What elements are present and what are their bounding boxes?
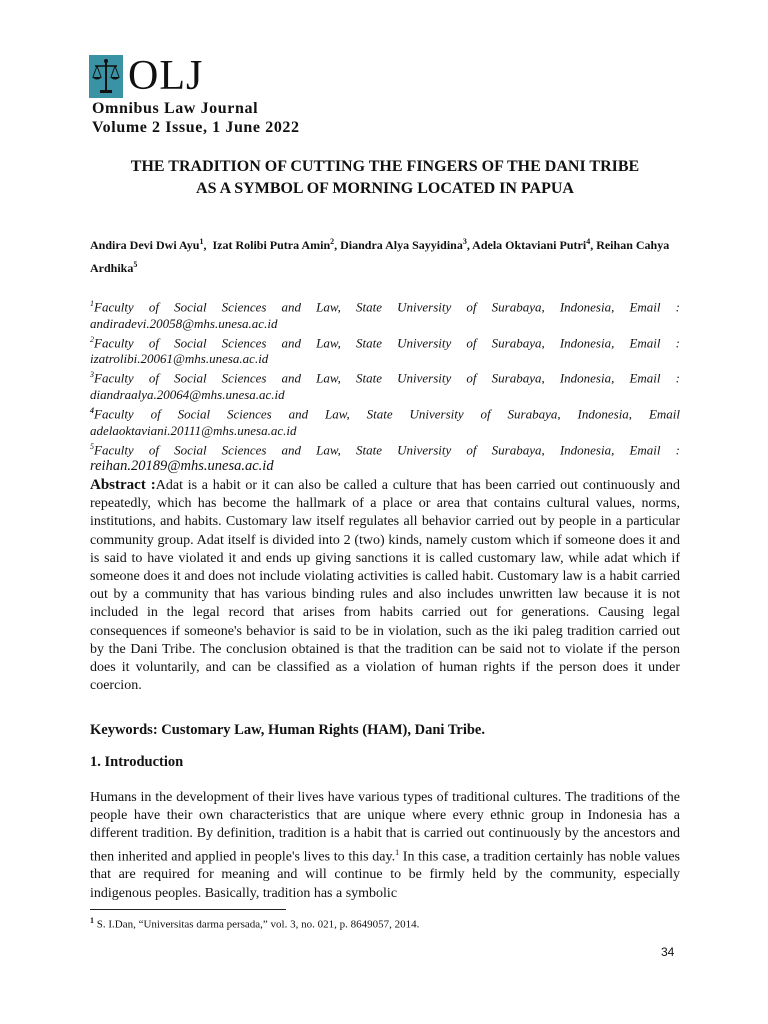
journal-name: Omnibus Law Journal bbox=[92, 100, 259, 117]
affiliation-item: $^5$Faculty of Social Sciences and Law, State University of Surabaya, Indonesia, Email : bbox=[90, 441, 680, 458]
author-name: Reihan Cahya Ardhika bbox=[90, 238, 670, 275]
author-affiliation-ref: 1 bbox=[199, 237, 204, 246]
affiliation-item: $^1$Faculty of Social Sciences and Law, State University of Surabaya, Indonesia, Email : bbox=[90, 299, 680, 315]
author-name: Andira Devi Dwi Ayu bbox=[90, 238, 200, 252]
author-affiliation-ref: 4 bbox=[586, 237, 591, 246]
footnote-divider bbox=[90, 909, 286, 910]
affiliation-item: $^3$Faculty of Social Sciences and Law, State University of Surabaya, Indonesia, Email : bbox=[90, 370, 680, 386]
affiliation-email: diandraalya.20064@mhs.unesa.ac.id bbox=[90, 387, 285, 402]
abstract-label: Abstract : bbox=[90, 477, 156, 493]
affiliation-email: andiradevi.20058@mhs.unesa.ac.id bbox=[90, 315, 278, 331]
page-number: 34 bbox=[661, 945, 675, 959]
journal-volume: Volume 2 Issue, 1 June 2022 bbox=[92, 119, 300, 136]
affiliation-item: $^2$Faculty of Social Sciences and Law, State University of Surabaya, Indonesia, Email : bbox=[90, 334, 680, 351]
paper-title-line: AS A SYMBOL OF MORNING LOCATED IN PAPUA bbox=[196, 180, 574, 197]
section-heading: 1. Introduction bbox=[90, 754, 184, 770]
author-name: Diandra Alya Sayyidina bbox=[340, 238, 463, 252]
introduction-paragraph: Humans in the development of their lives have various types of traditional cultures. The traditions of the people have their own characteristics that are unique where every ethnic group in Indonesia has a different tradition. By definition, tradition is a habit that is carried out continuously by the ancestors and then inherited and applied in people's lives to this day.$^1$ In this case, a tradition certainly has noble values that are required for meaning and will continue to be firmly held by the community, especially indigenous peoples. Basically, tradition has a symbolic bbox=[90, 790, 680, 901]
author-name: Izat Rolibi Putra Amin bbox=[212, 238, 331, 252]
abstract-text: Adat is a habit or it can also be called a culture that has been carried out continuously and repeatedly, which has become the hallmark of a place or area that contains cultural values, norms, institutions, and habits. Customary law itself regulates all behavior carried out by people in a particular community group. Adat itself is divided into 2 (two) kinds, namely custom which if someone does it and is said to have violated it and ends up giving sanctions it is called customary law, while adat which if someone does it and does not include violating activities is called habit. Customary law is a habit carried out by a community that has various binding rules and also includes unwritten law because it is not included in the legal record that arises from habits carried out for generations. Causing legal consequences if someone's behavior is said to be in violation, such as the iki paleg tradition carried out by the Dani Tribe. The conclusion obtained is that the tradition can be said not to violate if the person does it voluntarily, and can be classified as a violation of human rights if the person does it under coercion. bbox=[90, 478, 680, 694]
footnote-reference: 1 bbox=[395, 847, 400, 857]
author-name: Adela Oktaviani Putri bbox=[472, 238, 587, 252]
affiliation-email: adelaoktaviani.20111@mhs.unesa.ac.id bbox=[90, 422, 297, 438]
author-affiliation-ref: 2 bbox=[330, 237, 335, 246]
affiliation-email: izatrolibi.20061@mhs.unesa.ac.id bbox=[90, 351, 269, 367]
footnote: $^1$ S. I.Dan, “Universitas darma persada,” vol. 3, no. 021, p. 8649057, 2014. bbox=[90, 916, 420, 931]
affiliation-item: $^4$Faculty of Social Sciences and Law, State University of Surabaya, Indonesia, Email bbox=[90, 406, 680, 422]
abstract bbox=[90, 476, 680, 695]
keywords: Keywords: Customary Law, Human Rights (HAM), Dani Tribe. bbox=[90, 722, 485, 738]
affiliation-list bbox=[90, 296, 680, 475]
author-affiliation-ref: 3 bbox=[462, 237, 467, 246]
journal-abbreviation: OLJ bbox=[128, 53, 204, 99]
author-list: Andira Devi Dwi Ayu$^1$, Izat Rolibi Putra Amin$^2$, Diandra Alya Sayyidina$^3$, Adela Oktaviani Putri$^4$, Reihan Cahya Ardhika$^5$ bbox=[90, 237, 670, 275]
paper-title bbox=[90, 156, 680, 200]
author-affiliation-ref: 5 bbox=[133, 260, 138, 269]
paper-title-line: THE TRADITION OF CUTTING THE FINGERS OF THE DANI TRIBE bbox=[130, 158, 640, 175]
scales-of-justice-icon bbox=[89, 55, 123, 98]
affiliation-email: reihan.20189@mhs.unesa.ac.id bbox=[90, 458, 274, 475]
